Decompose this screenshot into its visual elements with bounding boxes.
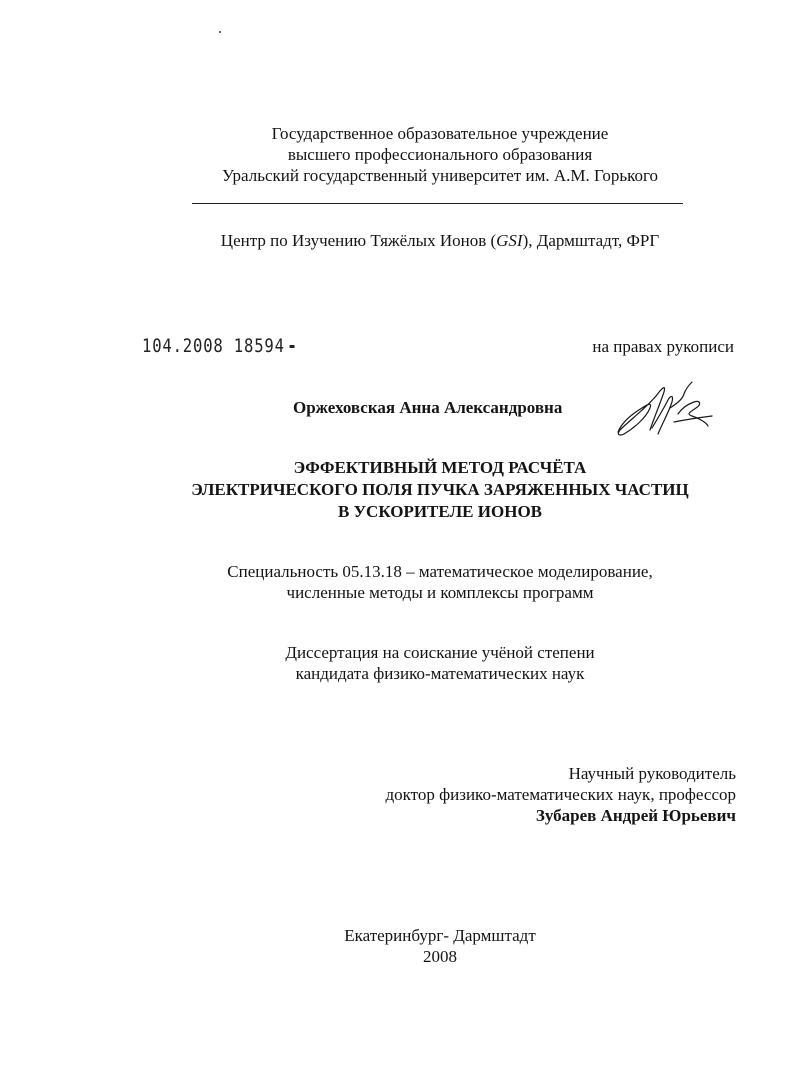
dissertation-block: [120, 642, 760, 684]
specialty-line-2: численные методы и комплексы программ: [286, 583, 594, 602]
thesis-title: [110, 457, 770, 523]
advisor-block: [385, 763, 736, 826]
archive-number-text: 104.2008 18594: [142, 335, 285, 357]
thesis-title-line-3: В УСКОРИТЕЛЕ ИОНОВ: [337, 502, 543, 521]
archive-number: [142, 334, 295, 358]
specialty-block: [120, 561, 760, 603]
institution-line-3: Уральский государственный университет им. А.М. Горького: [221, 166, 659, 185]
gsi-abbr: GSI: [496, 231, 523, 250]
thesis-title-line-1: ЭФФЕКТИВНЫЙ МЕТОД РАСЧЁТА: [293, 458, 587, 477]
institution-header: [120, 123, 760, 186]
institution-line-1: Государственное образовательное учреждение: [271, 124, 609, 143]
scan-speck: [219, 31, 221, 33]
header-divider: [192, 203, 683, 204]
gsi-prefix: Центр по Изучению Тяжёлых Ионов (: [220, 231, 497, 250]
archive-mark: [290, 345, 295, 348]
advisor-role: Научный руководитель: [568, 764, 736, 783]
thesis-title-line-2: ЭЛЕКТРИЧЕСКОГО ПОЛЯ ПУЧКА ЗАРЯЖЕННЫХ ЧАСТИЦ: [191, 480, 689, 499]
dissertation-line-2: кандидата физико-математических наук: [295, 664, 585, 683]
dissertation-line-1: Диссертация на соискание учёной степени: [285, 643, 595, 662]
institution-line-2: высшего профессионального образования: [287, 145, 593, 164]
rights-note: на правах рукописи: [592, 337, 734, 356]
footer-year: 2008: [423, 947, 457, 966]
advisor-name: Зубарев Андрей Юрьевич: [535, 806, 736, 825]
signature: [612, 378, 722, 440]
footer-block: [120, 925, 760, 967]
gsi-affiliation: [120, 230, 760, 251]
advisor-degree: доктор физико-математических наук, профессор: [385, 785, 736, 804]
footer-city: Екатеринбург- Дармштадт: [344, 926, 536, 945]
author-name: Оржеховская Анна Александровна: [293, 398, 563, 417]
specialty-line-1: Специальность 05.13.18 – математическое моделирование,: [227, 562, 653, 581]
gsi-suffix: ), Дармштадт, ФРГ: [522, 231, 660, 250]
